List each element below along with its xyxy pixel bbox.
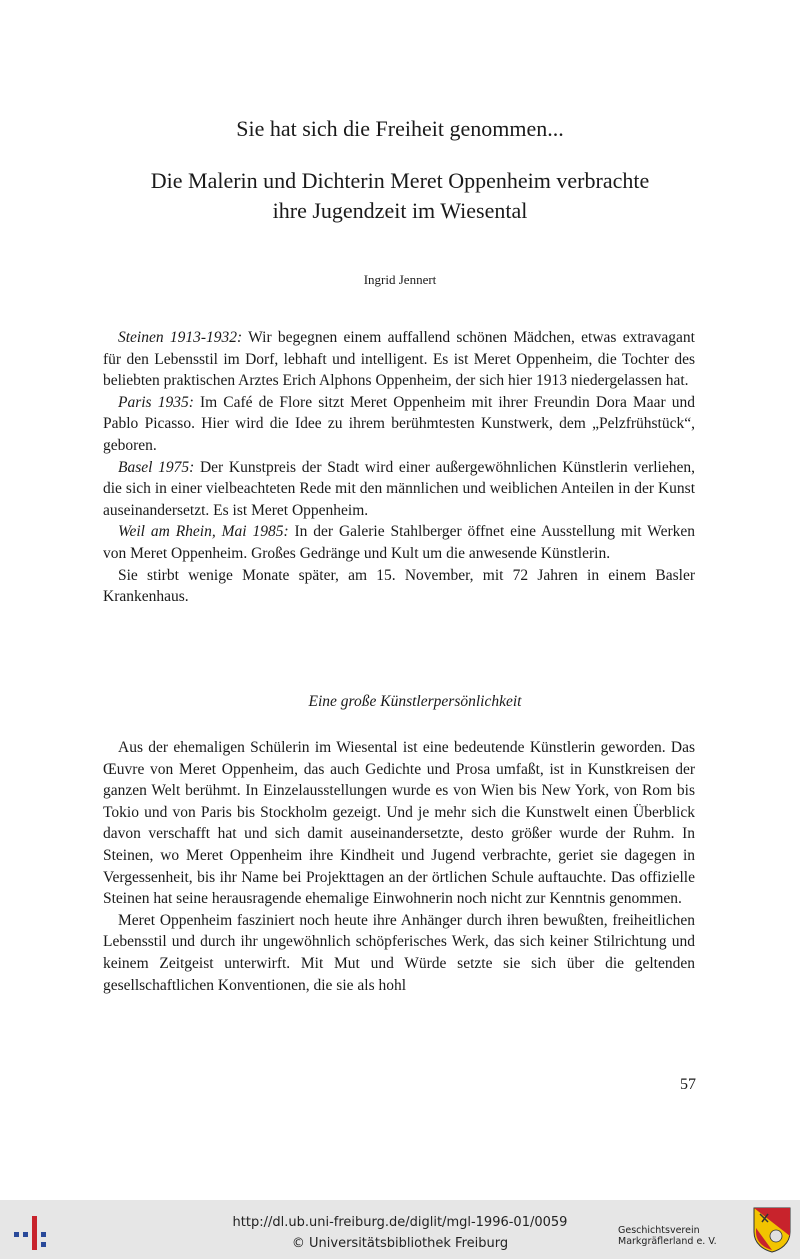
paragraph <box>103 565 695 608</box>
paragraph <box>103 327 695 392</box>
paragraph-text: Wir begegnen einem auffallend schönen Mädchen, etwas extravagant für den Lebensstil im Dorf, lebhaft und intelligent. Es ist Meret Oppenheim, die Tochter des beliebten praktischen Arztes Erich Alphons Oppenheim, der sich hier 1913 niedergelassen hat. <box>103 329 695 390</box>
subtitle-line-2: ihre Jugendzeit im Wiesental <box>272 198 528 223</box>
paragraph-lead: Weil am Rhein, Mai 1985: <box>118 523 289 541</box>
paragraph-text: In der Galerie Stahlberger öffnet eine Ausstellung mit Werken von Meret Oppenheim. Großes Gedränge und Kult um die anwesende Künstlerin. <box>103 523 695 562</box>
paragraph <box>103 457 695 522</box>
paragraph: Meret Oppenheim fasziniert noch heute ihre Anhänger durch ihren bewußten, freiheitlichen Lebensstil und durch ihr ungewöhnlich schöpferisches Werk, das sich keiner Stilrichtung und keinem Zeitgeist unterwirft. Mit Mut und Würde setzte sie sich über die geltenden gesellschaftlichen Konventionen, die sie als hohl <box>103 911 695 994</box>
paragraph <box>103 392 695 457</box>
section-text-block <box>103 737 695 996</box>
paragraph: Aus der ehemaligen Schülerin im Wiesental ist eine bedeutende Künstlerin geworden. Das Œuvre von Meret Oppenheim, das auch Gedichte und Prosa umfaßt, ist in Kunstkreisen der ganzen Welt berühmt. In Einzelausstellungen wurde es von Wien bis New York, von Rom bis Tokio und von Paris bis Stockholm gezeigt. Und je mehr sich die Kunstwelt einen Überblick davon verschafft hat und sich damit auseinandersetzte, desto größer wurde der Ruhm. In Steinen, wo Meret Oppenheim ihre Kindheit und Jugend verbrachte, geriet sie dagegen in Vergessenheit, bis ihr Name bei Projekttagen an der örtlichen Schule auftauchte. Das offizielle Steinen hat seine herausragende ehemalige Einwohnerin noch nicht zur Kenntnis genommen. <box>103 739 695 908</box>
paragraph-lead: Paris 1935: <box>118 393 194 411</box>
footer-copyright: © Universitätsbibliothek Freiburg <box>291 1236 509 1251</box>
coat-of-arms-icon <box>752 1206 792 1254</box>
paragraph-text: Im Café de Flore sitzt Meret Oppenheim mit ihrer Freundin Dora Maar und Pablo Picasso. Hier wird die Idee zu ihrem berühmtesten Kunstwerk, dem „Pelzfrühstück“, geboren. <box>103 393 695 454</box>
paragraph-lead: Steinen 1913-1932: <box>118 329 243 346</box>
society-name <box>618 1225 717 1247</box>
footer-bar <box>0 1200 800 1259</box>
footer-url-link[interactable]: http://dl.ub.uni-freiburg.de/diglit/mgl-1996-01/0059 <box>232 1215 568 1230</box>
paragraph-text: Sie stirbt wenige Monate später, am 15. November, mit 72 Jahren in einem Basler Krankenhaus. <box>103 566 695 606</box>
page-subtitle <box>100 166 700 226</box>
page-title: Sie hat sich die Freiheit genommen... <box>236 116 564 141</box>
paragraph-text: Der Kunstpreis der Stadt wird einer außergewöhnlichen Künstlerin verliehen, die sich in einer vielbeachteten Rede mit den männlichen und weiblichen Anteilen in der Kunst auseinandersetzt. Es ist Meret Oppenheim. <box>103 458 695 519</box>
page-number: 57 <box>680 1076 696 1093</box>
paragraph-lead: Basel 1975: <box>118 458 195 476</box>
paragraph <box>103 521 695 564</box>
society-name-line-2: Markgräflerland e. V. <box>618 1236 717 1247</box>
society-name-line-1: Geschichtsverein <box>618 1225 700 1236</box>
subtitle-line-1: Die Malerin und Dichterin Meret Oppenheim verbrachte <box>150 168 650 193</box>
intro-text-block <box>103 327 695 608</box>
section-heading: Eine große Künstlerpersönlichkeit <box>308 693 522 710</box>
author-name: Ingrid Jennert <box>363 272 437 287</box>
